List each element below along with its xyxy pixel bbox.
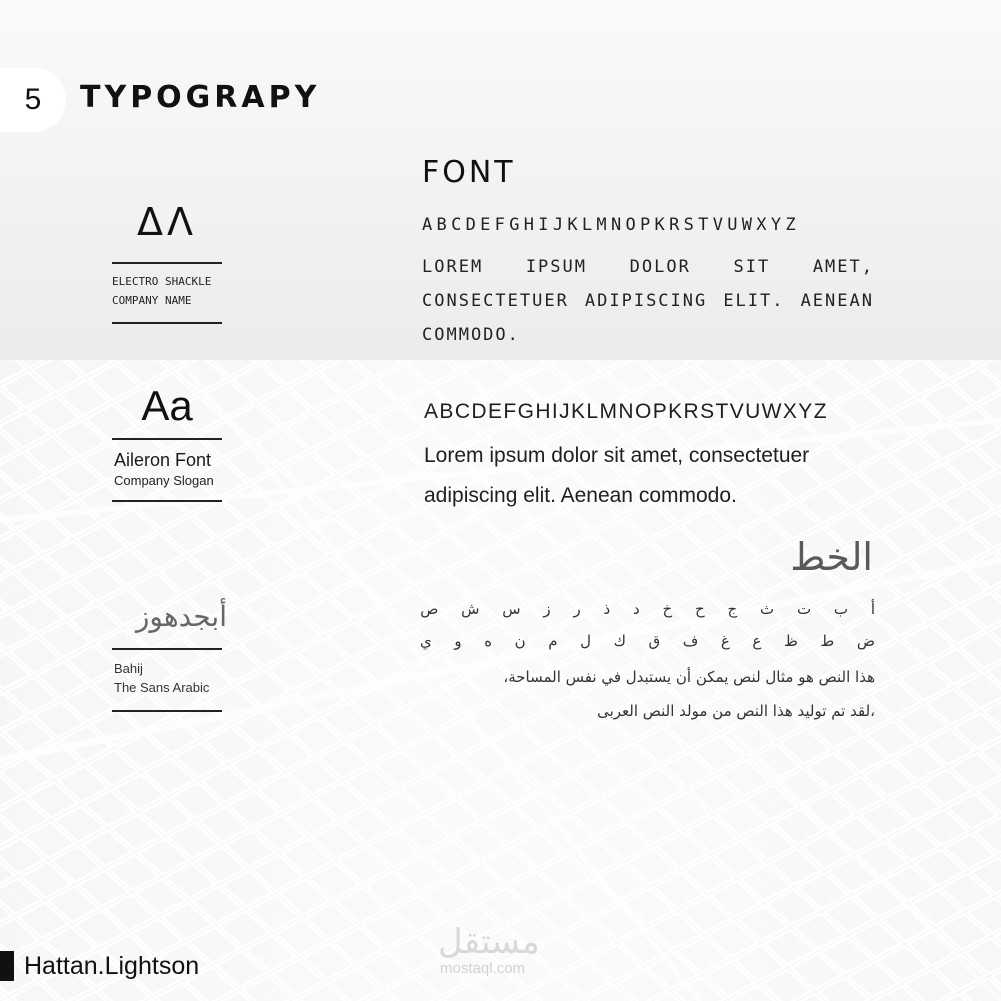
arabic-letter: ت <box>796 600 812 618</box>
arabic-font-name-line2: The Sans Arabic <box>114 680 210 695</box>
arabic-letter: ر <box>573 600 581 618</box>
primary-font-name-line1: ELECTRO SHACKLE <box>112 275 212 288</box>
primary-font-name-line2: COMPANY NAME <box>112 294 192 307</box>
arabic-letter: د <box>633 600 640 618</box>
arabic-heading: الخط <box>790 535 873 579</box>
font-heading: FONT <box>422 155 516 190</box>
divider <box>112 438 222 440</box>
arabic-letter: ع <box>752 632 762 650</box>
arabic-font-name <box>114 659 209 697</box>
arabic-letter: أ <box>870 600 875 618</box>
arabic-letter: م <box>548 632 558 650</box>
arabic-letter: ب <box>833 600 849 618</box>
arabic-letters-row2 <box>420 632 875 650</box>
arabic-letter: ق <box>648 632 661 650</box>
primary-font-alphabet: ABCDEFGHIJKLMNOPKRSTVUWXYZ <box>422 215 800 235</box>
arabic-letter: ل <box>580 632 591 650</box>
primary-font-sample: LOREM IPSUM DOLOR SIT AMET, CONSECTETUER ADIPISCING ELIT. AENEAN COMMODO. <box>422 257 874 345</box>
arabic-letter: ز <box>543 600 551 618</box>
brand-name: Hattan.Lightson <box>24 952 200 980</box>
arabic-letter: ف <box>682 632 699 650</box>
watermark-logo: مستقل <box>438 922 540 962</box>
divider <box>112 710 222 712</box>
arabic-letter: ش <box>461 600 480 618</box>
arabic-letter: غ <box>720 632 730 650</box>
arabic-letter: س <box>502 600 521 618</box>
arabic-letter: ح <box>695 600 705 618</box>
secondary-font-sample: Lorem ipsum dolor sit amet, consectetuer adipiscing elit. Aenean commodo. <box>424 444 810 507</box>
watermark-url: mostaql.com <box>440 960 526 977</box>
section-number: 5 <box>0 68 66 132</box>
section-title: TYPOGRAPY <box>80 80 321 115</box>
arabic-font-specimen: أبجدهوز <box>135 600 227 633</box>
arabic-letter: و <box>454 632 462 650</box>
divider <box>112 322 222 324</box>
divider <box>112 500 222 502</box>
arabic-letter: ك <box>613 632 626 650</box>
secondary-font-specimen: Aa <box>141 382 193 429</box>
secondary-font-usage: Company Slogan <box>114 473 214 488</box>
arabic-letter: ث <box>760 600 775 618</box>
arabic-letters-row1 <box>420 600 875 618</box>
arabic-letter: ذ <box>603 600 611 618</box>
arabic-letter: ي <box>420 632 432 650</box>
brand-marker <box>0 951 14 981</box>
arabic-font-name-line1: Bahij <box>114 661 143 676</box>
arabic-sample-line1: هذا النص هو مثال لنص يمكن أن يستبدل في نفس المساحة، <box>503 668 875 686</box>
secondary-font-name: Aileron Font <box>114 450 212 470</box>
primary-font-specimen: ΔΛ <box>137 200 197 244</box>
primary-font-name <box>112 272 211 310</box>
arabic-sample-line2: ،لقد تم توليد هذا النص من مولد النص العربى <box>597 702 875 720</box>
arabic-letter: ج <box>727 600 738 618</box>
arabic-letter: ظ <box>783 632 798 650</box>
arabic-letter: ض <box>856 632 875 650</box>
divider <box>112 262 222 264</box>
arabic-letter: ط <box>820 632 835 650</box>
divider <box>112 648 222 650</box>
arabic-letter: ص <box>420 600 439 618</box>
arabic-letter: ه <box>484 632 493 650</box>
arabic-letter: ن <box>514 632 526 650</box>
secondary-font-alphabet: ABCDEFGHIJKLMNOPKRSTVUWXYZ <box>424 400 828 423</box>
arabic-letter: خ <box>662 600 673 618</box>
